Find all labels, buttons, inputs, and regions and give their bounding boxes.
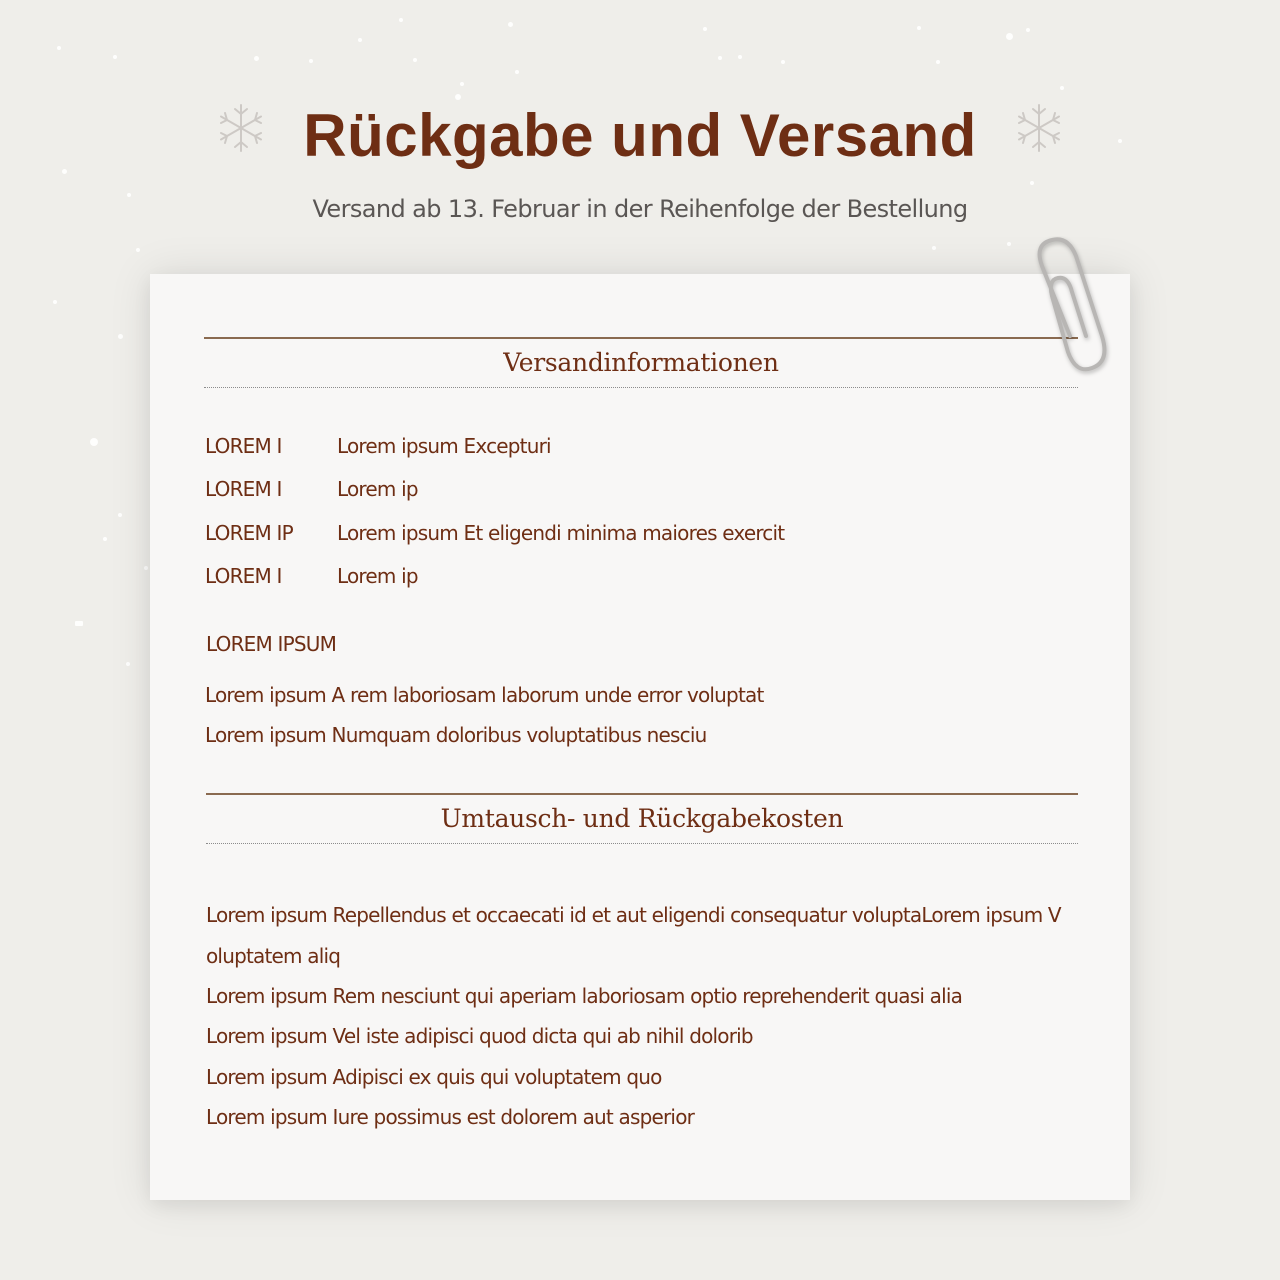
shipping-info-header — [204, 337, 1078, 388]
returns-line: Lorem ipsum Repellendus et occaecati id et aut eligendi consequatur voluptaLorem ipsum V — [206, 903, 1061, 927]
returns-line: Lorem ipsum Rem nesciunt qui aperiam laboriosam optio reprehenderit quasi alia — [206, 984, 963, 1008]
info-row-key: LOREM I — [205, 564, 282, 588]
returns-line: Lorem ipsum Vel iste adipisci quod dicta qui ab nihil dolorib — [206, 1024, 753, 1048]
info-row-value: Lorem ip — [337, 477, 418, 501]
returns-line: oluptatem aliq — [206, 944, 341, 968]
info-line: Lorem ipsum A rem laboriosam laborum unde error voluptat — [205, 683, 764, 707]
info-row-key: LOREM IP — [205, 521, 293, 545]
snow-dot — [75, 621, 83, 626]
snow-dot — [103, 537, 107, 541]
section-divider — [204, 387, 1078, 388]
info-line: Lorem ipsum Numquam doloribus voluptatibus nesciu — [205, 723, 707, 747]
snow-dot — [118, 513, 122, 517]
returns-header — [206, 793, 1078, 844]
info-row-key: LOREM I — [205, 434, 282, 458]
snow-dot — [118, 334, 123, 339]
section-title: Versandinformationen — [503, 348, 779, 377]
snow-dot — [126, 662, 130, 666]
info-row-key: LOREM I — [205, 477, 282, 501]
paperclip-icon — [1030, 236, 1114, 386]
page-header — [0, 0, 1280, 260]
info-row-value: Lorem ipsum Excepturi — [337, 434, 551, 458]
page-subtitle: Versand ab 13. Februar in der Reihenfolge der Bestellung — [312, 195, 968, 223]
info-card — [150, 274, 1130, 1200]
section-title: Umtausch- und Rückgabekosten — [440, 804, 844, 833]
info-row-value: Lorem ip — [337, 564, 418, 588]
subheading: LOREM IPSUM — [206, 632, 337, 656]
snow-dot — [144, 566, 148, 570]
snowflake-icon — [1014, 103, 1064, 153]
returns-line: Lorem ipsum Iure possimus est dolorem aut asperior — [206, 1105, 695, 1129]
snow-dot — [90, 438, 98, 446]
snow-dot — [53, 300, 57, 304]
section-divider — [206, 843, 1078, 844]
returns-line: Lorem ipsum Adipisci ex quis qui voluptatem quo — [206, 1065, 662, 1089]
page-title: Rückgabe und Versand — [303, 102, 977, 169]
info-row-value: Lorem ipsum Et eligendi minima maiores exercit — [337, 521, 785, 545]
